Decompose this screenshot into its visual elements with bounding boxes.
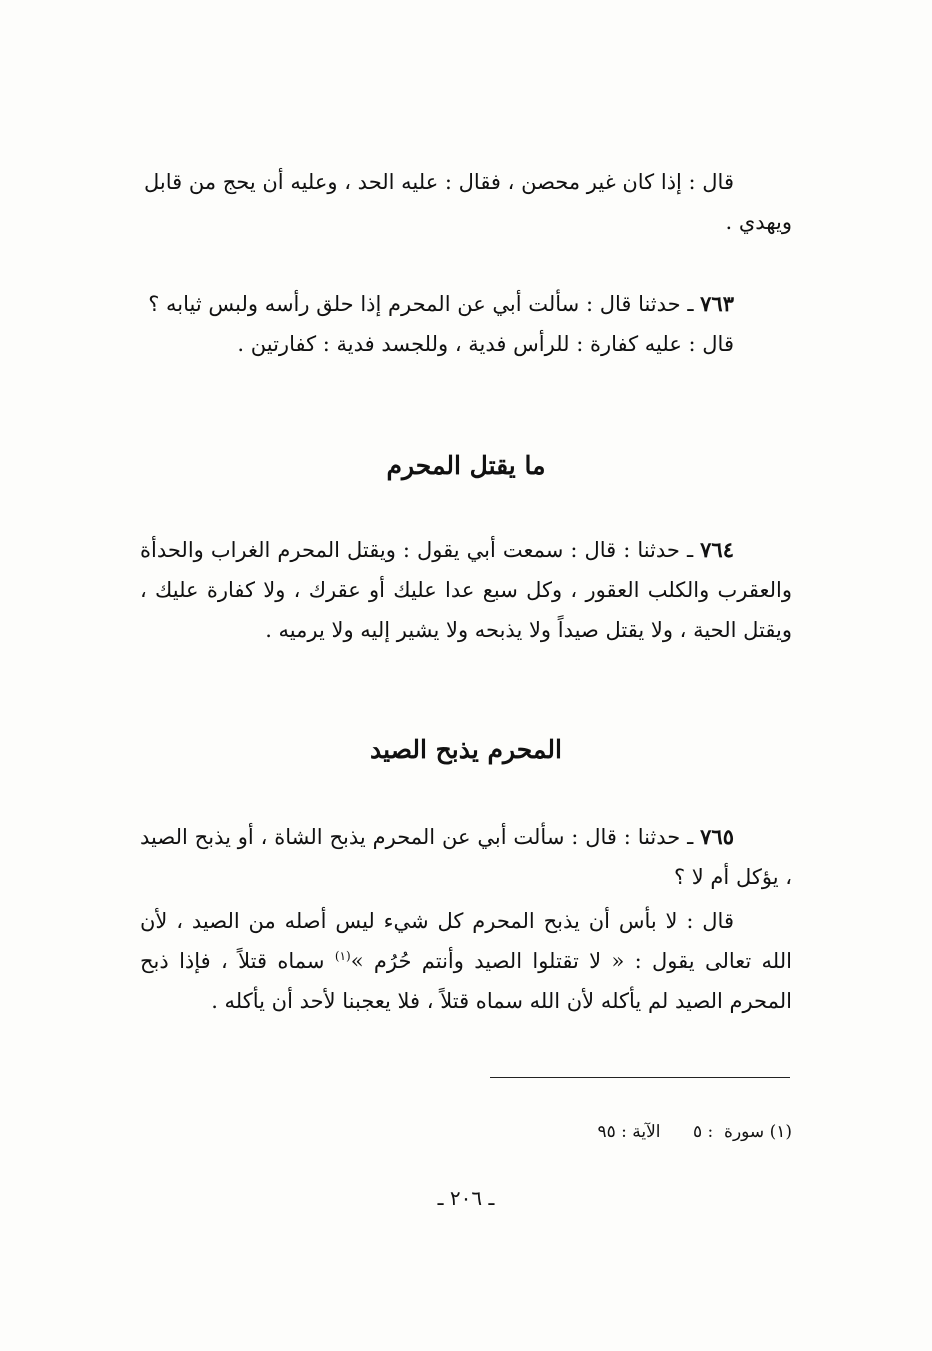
hadith-764	[140, 530, 792, 650]
hadith-763-text: ـ حدثنا قال : سألت أبي عن المحرم إذا حلق رأسه ولبس ثيابه ؟	[148, 292, 701, 316]
page-number: ـ ٢٠٦ ـ	[437, 1186, 495, 1210]
hadith-763-answer: قال : عليه كفارة : للرأس فدية ، وللجسد فدية : كفارتين .	[237, 332, 734, 356]
hadith-764-paragraph	[140, 530, 792, 650]
hadith-764-number: ٧٦٤	[700, 537, 734, 562]
hadith-765-number: ٧٦٥	[700, 824, 734, 849]
hadith-763-question	[140, 284, 792, 324]
footnote-divider	[490, 1077, 790, 1078]
section-heading-muhrim-slaughters-game: المحرم يذبح الصيد	[370, 735, 562, 764]
hadith-764-text: ـ حدثنا : قال : سمعت أبي يقول : ويقتل المحرم الغراب والحدأة والعقرب والكلب العقور ، وكل سبع عدا عليك أو عقرك ، ولا كفارة عليك ، ويقتل الحية ، ولا يقتل صيداً ولا يذبحه ولا يشير إليه ولا يرميه .	[140, 538, 792, 642]
continuation-paragraph	[140, 162, 792, 242]
footnote: (١) سورة : ٥ الآية : ٩٥	[597, 1122, 792, 1142]
continuation-line-2: ويهدي .	[725, 210, 792, 234]
hadith-765-answer-part1: قال : لا بأس أن يذبح المحرم كل شيء ليس أصله من الصيد ، لأن الله تعالى يقول : « لا تقتلوا الصيد وأنتم حُرُم »	[140, 909, 792, 973]
hadith-765-text: ـ حدثنا : قال : سألت أبي عن المحرم يذبح الشاة ، أو يذبح الصيد ، يؤكل أم لا ؟	[140, 825, 792, 889]
hadith-765-question	[140, 817, 792, 897]
section-heading-what-muhrim-kills: ما يقتل المحرم	[386, 451, 546, 480]
hadith-763-number: ٧٦٣	[700, 291, 734, 316]
continuation-line-1: قال : إذا كان غير محصن ، فقال : عليه الحد ، وعليه أن يحج من قابل	[143, 170, 734, 194]
hadith-763	[140, 284, 792, 364]
hadith-765-answer	[140, 901, 792, 1021]
footnote-reference: (١)	[334, 949, 351, 963]
hadith-765	[140, 817, 792, 1021]
hadith-765-answer-part2: سماه قتلاً ، فإذا ذبح المحرم الصيد لم يأكله لأن الله سماه قتلاً ، فلا يعجبنا لأحد أن يأكله .	[140, 949, 792, 1013]
